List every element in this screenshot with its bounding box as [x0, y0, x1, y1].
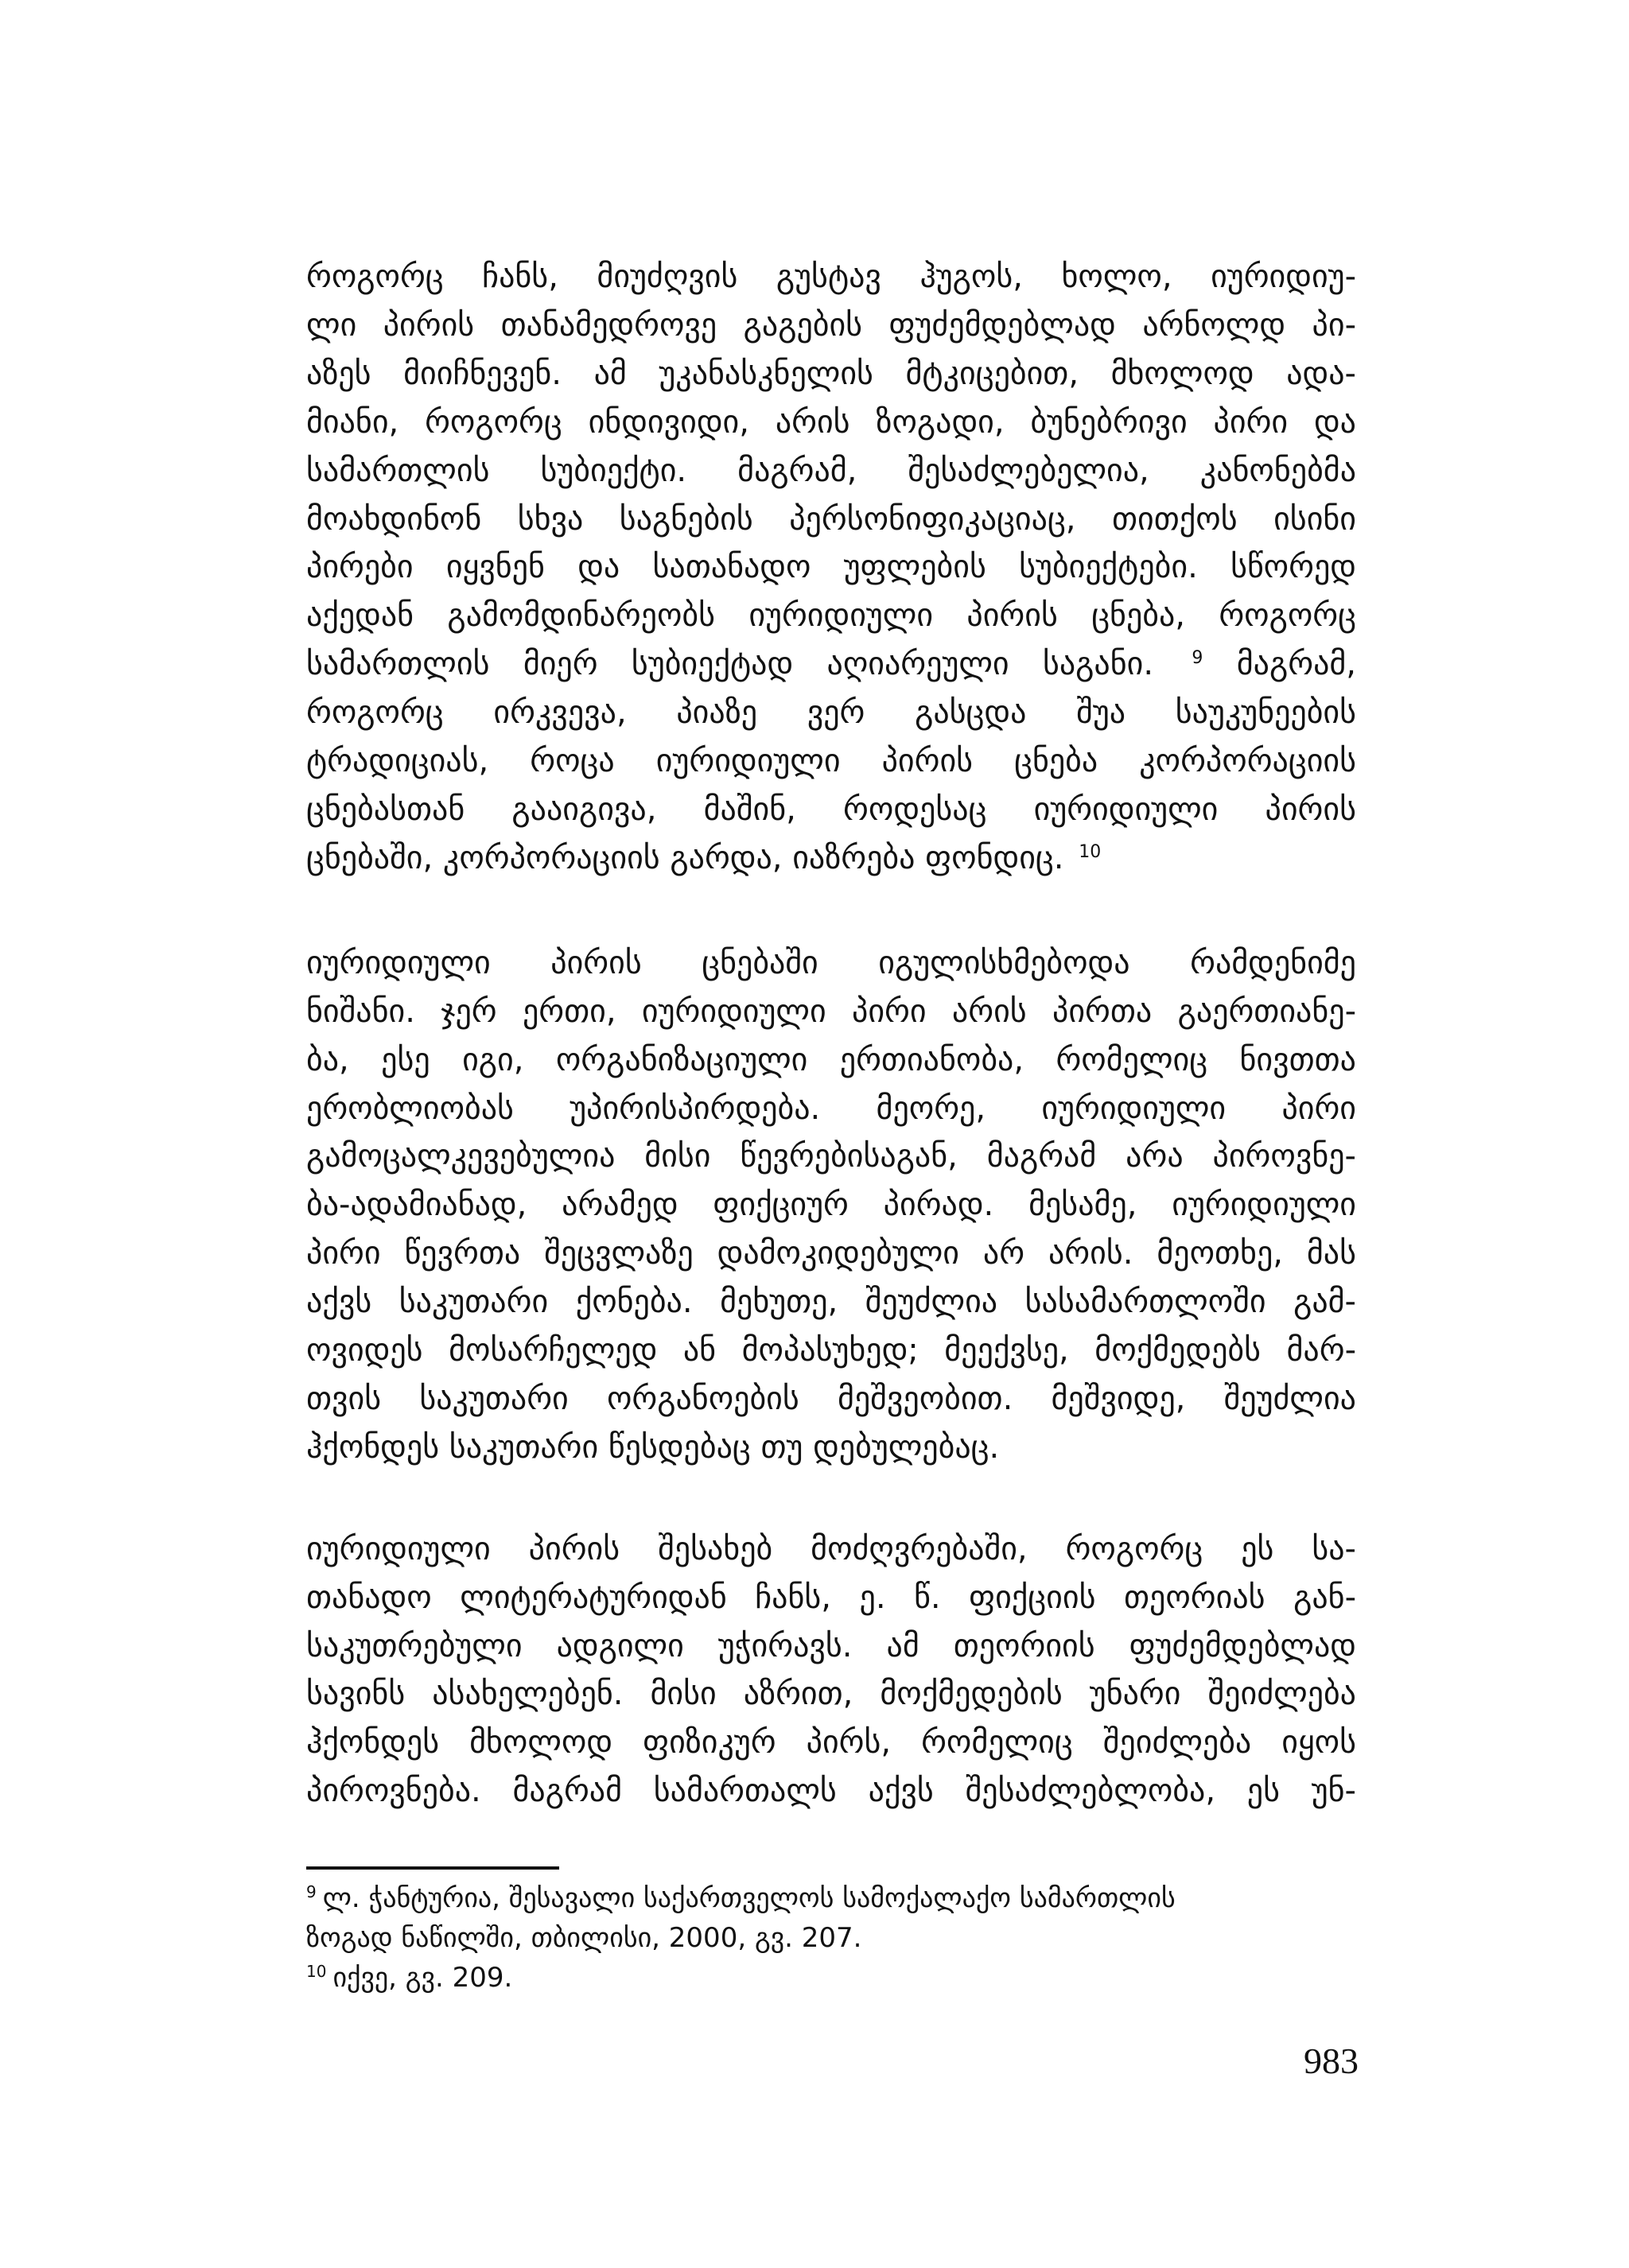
paragraph-3: [306, 1525, 1356, 1816]
footnote-ref: 9: [1192, 647, 1203, 668]
footnote-9-cont: ზოგად ნაწილში, თბილისი, 2000, გვ. 207.: [306, 1922, 862, 1954]
paragraph-line: აქვს საკუთარი ქონება. მეხუთე, შეუძლია სასამართლოში გამ-: [306, 1284, 1356, 1321]
paragraph-line: როგორც ირკვევა, პიაზე ვერ გასცდა შუა საუკუნეების: [306, 694, 1356, 732]
paragraph-line: ნიშანი. ჯერ ერთი, იურიდიული პირი არის პირთა გაერთიანე-: [306, 992, 1356, 1030]
paragraph-line: იურიდიული პირის შესახებ მოძღვრებაში, როგორც ეს სა-: [306, 1530, 1356, 1567]
paragraph-line: აზეს მიიჩნევენ. ამ უკანასკნელის მტკიცებით, მხოლოდ ადა-: [306, 355, 1356, 392]
paragraph-line: თანადო ლიტერატურიდან ჩანს, ე. წ. ფიქციის თეორიას გან-: [306, 1579, 1356, 1616]
paragraph-line: სამართლის სუბიექტი. მაგრამ, შესაძლებელია, კანონებმა: [306, 452, 1356, 489]
line-text: სამართლის მიერ სუბიექტად აღიარეული საგანი.: [306, 646, 1154, 683]
paragraph-line: მოახდინონ სხვა საგნების პერსონიფიკაციაც, თითქოს ისინი: [306, 500, 1356, 538]
paragraph-line: ბა, ესე იგი, ორგანიზაციული ერთიანობა, რომელიც ნივთთა: [306, 1041, 1356, 1078]
paragraph-line-with-footnote: [306, 640, 1356, 689]
footnote-10: [306, 1958, 1356, 1998]
paragraph-line: იურიდიული პირის ცნებაში იგულისხმებოდა რამდენიმე: [306, 944, 1356, 981]
paragraph-line: გამოცალკევებულია მისი წევრებისაგან, მაგრამ არა პიროვნე-: [306, 1138, 1356, 1175]
line-text: მაგრამ,: [1236, 646, 1356, 683]
paragraph-line: ოვიდეს მოსარჩელედ ან მოპასუხედ; მეექვსე, მოქმედებს მარ-: [306, 1332, 1356, 1369]
footnote-number: 9: [306, 1882, 317, 1901]
footnote-9: [306, 1878, 1356, 1918]
paragraph-line: მიანი, როგორც ინდივიდი, არის ზოგადი, ბუნებრივი პირი და: [306, 403, 1356, 441]
footnote-text: ლ. ჭანტურია, შესავალი საქართველოს სამოქალაქო სამართლის: [322, 1882, 1176, 1914]
paragraph-line: როგორც ჩანს, მიუძღვის გუსტავ ჰუგოს, ხოლო, იურიდიუ-: [306, 258, 1356, 295]
line-text: ცნებაში, კორპორაციის გარდა, იაზრება ფონდიც.: [306, 839, 1064, 876]
paragraph-line: პირები იყვნენ და სათანადო უფლების სუბიექტები. სწორედ: [306, 549, 1356, 586]
footnote-separator: [306, 1866, 559, 1870]
paragraph-line: ჰქონდეს საკუთარი წესდებაც თუ დებულებაც.: [306, 1428, 1000, 1466]
page-number: 983: [1304, 2041, 1359, 2081]
paragraph-line: საკუთრებული ადგილი უჭირავს. ამ თეორიის ფუძემდებლად: [306, 1627, 1356, 1664]
paragraph-line: ცნებასთან გააიგივა, მაშინ, როდესაც იურიდიული პირის: [306, 790, 1356, 828]
paragraph-line: პიროვნება. მაგრამ სამართალს აქვს შესაძლებლობა, ეს უნ-: [306, 1773, 1356, 1810]
paragraph-line: პირი წევრთა შეცვლაზე დამოკიდებული არ არის. მეოთხე, მას: [306, 1235, 1356, 1272]
footnote-number: 10: [306, 1961, 327, 1981]
paragraph-line: აქედან გამომდინარეობს იურიდიული პირის ცნება, როგორც: [306, 597, 1356, 635]
paragraph-2: [306, 939, 1356, 1472]
footnotes: [306, 1878, 1356, 1998]
paragraph-line: სავინს ასახელებენ. მისი აზრით, მოქმედების უნარი შეიძლება: [306, 1676, 1356, 1713]
footnote-ref: 10: [1079, 841, 1102, 862]
paragraph-line: ერობლიობას უპირისპირდება. მეორე, იურიდიული პირი: [306, 1089, 1356, 1127]
page-body: [306, 253, 1356, 1816]
paragraph-1: [306, 253, 1356, 883]
paragraph-line: ჰქონდეს მხოლოდ ფიზიკურ პირს, რომელიც შეიძლება იყოს: [306, 1724, 1356, 1761]
paragraph-line: ლი პირის თანამედროვე გაგების ფუძემდებლად არნოლდ პი-: [306, 306, 1356, 344]
paragraph-line: ტრადიციას, როცა იურიდიული პირის ცნება კორპორაციის: [306, 743, 1356, 780]
footnote-text: იქვე, გვ. 209.: [332, 1962, 513, 1994]
paragraph-line: თვის საკუთარი ორგანოების მეშვეობით. მეშვიდე, შეუძლია: [306, 1380, 1356, 1417]
paragraph-line: ბა-ადამიანად, არამედ ფიქციურ პირად. მესამე, იურიდიული: [306, 1186, 1356, 1224]
paragraph-line-with-footnote: [306, 834, 1356, 883]
